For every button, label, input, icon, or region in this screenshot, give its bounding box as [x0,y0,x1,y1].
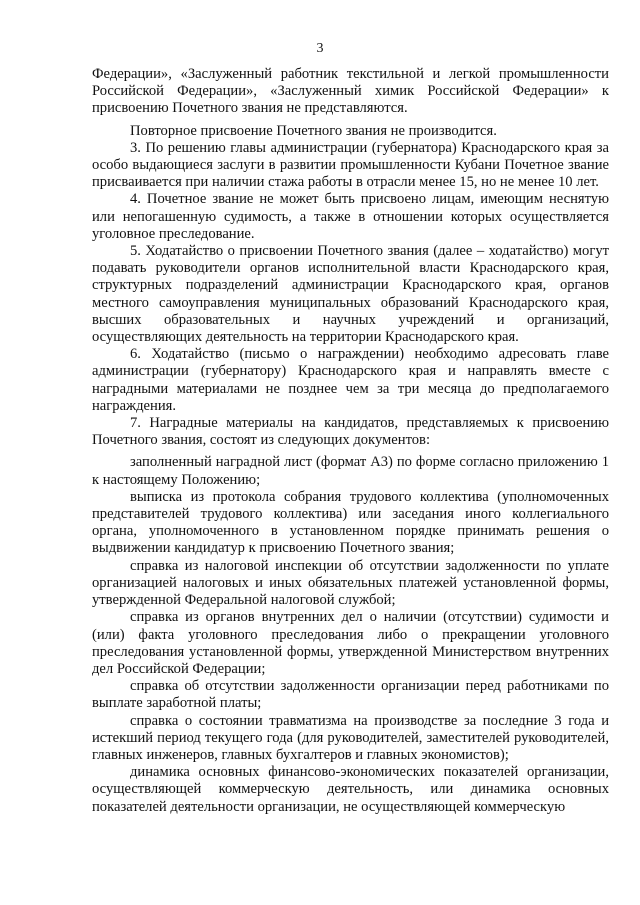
paragraph: справка о состоянии травматизма на производстве за последние 3 года и истекший период текущего года (для руководителей, заместителей руководителей, главных инженеров, главных бухгалтеров и главных экономистов); [92,712,609,763]
paragraph: динамика основных финансово-экономических показателей организации, осуществляющей коммерческую деятельность, или динамика основных показателей деятельности организации, не осуществляющей коммерческую [92,764,609,815]
page-number: 3 [316,41,324,56]
paragraph: 7. Наградные материалы на кандидатов, представляемых к присвоению Почетного звания, состоят из следующих документов: [92,415,609,449]
paragraph: справка из налоговой инспекции об отсутствии задолженности по уплате организацией налоговых и иных обязательных платежей установленной формы, утвержденной Федеральной налоговой службой; [92,557,609,609]
paragraph: заполненный наградной лист (формат А3) по форме согласно приложению 1 к настоящему Положению; [92,454,609,488]
paragraph: Повторное присвоение Почетного звания не производится. [130,122,497,139]
paragraph: справка из органов внутренних дел о наличии (отсутствии) судимости и (или) факта уголовного преследования либо о прекращении уголовного преследования установленной формы, утвержденной Министерством внутренних дел Российской Федерации; [92,609,609,677]
paragraph: 3. По решению главы администрации (губернатора) Краснодарского края за особо выдающиеся заслуги в развитии промышленности Кубани Почетное звание присваивается при наличии стажа работы в отрасли менее 15, но не менее 10 лет. [92,139,609,191]
paragraph: 4. Почетное звание не может быть присвоено лицам, имеющим неснятую или непогашенную судимость, а также в отношении которых осуществляется уголовное преследование. [92,191,609,242]
body-text [92,66,609,816]
paragraph: 6. Ходатайство (письмо о награждении) необходимо адресовать главе администрации (губернатору) Краснодарского края и направлять вместе с наградными материалами не позднее чем за три месяца до предполагаемого награждения. [92,346,609,414]
paragraph: выписка из протокола собрания трудового коллектива (уполномоченных представителей трудового коллектива) или заседания иного коллегиального органа, уполномоченного в установленном порядке принимать решения о выдвижении кандидатур к присвоению Почетного звания; [92,488,609,557]
paragraph: справка об отсутствии задолженности организации перед работниками по выплате заработной платы; [92,678,609,712]
paragraph: 5. Ходатайство о присвоении Почетного звания (далее – ходатайство) могут подавать руководители органов исполнительной власти Краснодарского края, структурных подразделений администрации Краснодарского края, органов местного самоуправления муниципальных образований Краснодарского края, высших образовательных и научных учреждений и организаций, осуществляющих деятельность на территории Краснодарского края. [92,243,609,346]
paragraph: Федерации», «Заслуженный работник текстильной и легкой промышленности Российской Федерации», «Заслуженный химик Российской Федерации» к присвоению Почетного звания не представляются. [92,66,609,117]
